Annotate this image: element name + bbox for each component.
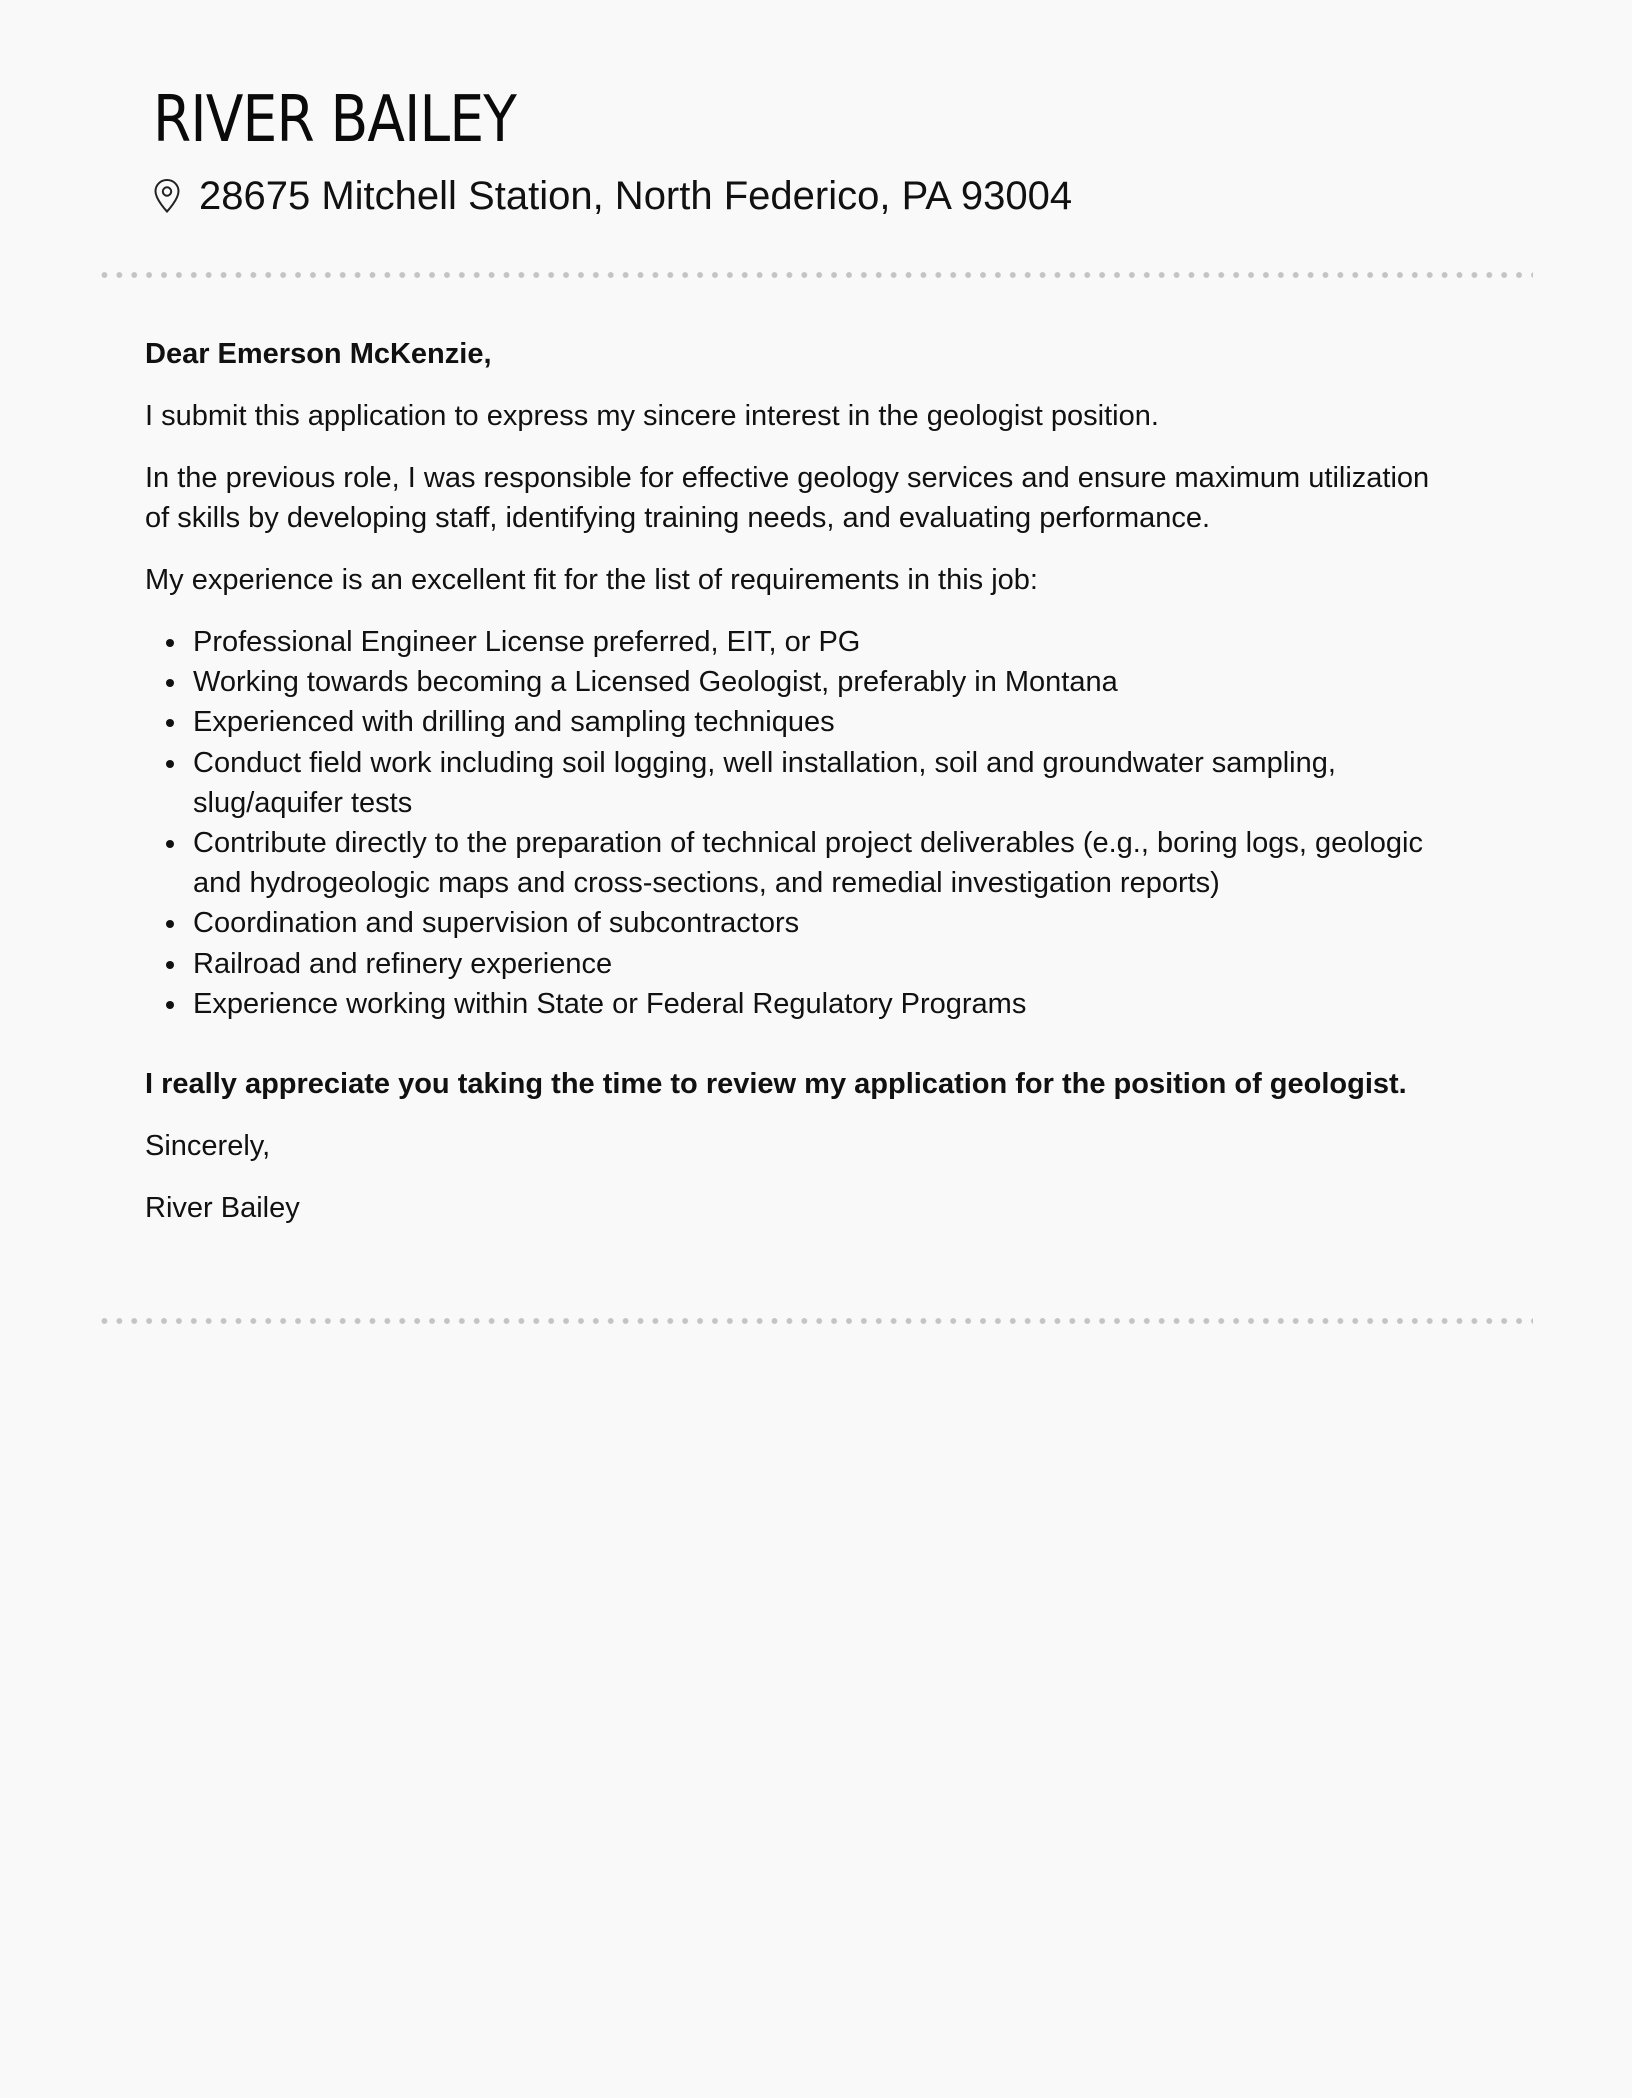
- list-item: Working towards becoming a Licensed Geologist, preferably in Montana: [193, 662, 1445, 702]
- list-item: Experience working within State or Federal Regulatory Programs: [193, 984, 1445, 1024]
- list-item: Contribute directly to the preparation of technical project deliverables (e.g., boring logs, geologic and hydrogeologic maps and cross-sections, and remedial investigation reports): [193, 823, 1445, 903]
- signature-name: River Bailey: [145, 1192, 300, 1225]
- letter-body: [145, 334, 1445, 1250]
- applicant-address: 28675 Mitchell Station, North Federico, PA 93004: [199, 174, 1073, 218]
- bottom-divider: [97, 1318, 1533, 1324]
- closing-paragraph: I really appreciate you taking the time to review my application for the position of geologist.: [145, 1068, 1407, 1101]
- map-pin-icon: [153, 178, 181, 214]
- signoff: Sincerely,: [145, 1130, 271, 1163]
- list-item: Experienced with drilling and sampling techniques: [193, 702, 1445, 742]
- applicant-name: RIVER BAILEY: [153, 83, 517, 157]
- requirements-list: [145, 622, 1445, 1024]
- list-item: Coordination and supervision of subcontractors: [193, 903, 1445, 943]
- letter-header: [153, 80, 1533, 228]
- requirements-intro: My experience is an excellent fit for the list of requirements in this job:: [145, 564, 1038, 596]
- address-row: [153, 164, 1533, 228]
- list-item: Railroad and refinery experience: [193, 944, 1445, 984]
- list-item: Conduct field work including soil logging, well installation, soil and groundwater sampling, slug/aquifer tests: [193, 743, 1445, 823]
- top-divider: [97, 272, 1533, 278]
- salutation: Dear Emerson McKenzie,: [145, 338, 492, 370]
- intro-paragraph: I submit this application to express my sincere interest in the geologist position.: [145, 400, 1159, 432]
- list-item: Professional Engineer License preferred, EIT, or PG: [193, 622, 1445, 662]
- experience-paragraph: In the previous role, I was responsible for effective geology services and ensure maximum utilization of skills by developing staff, identifying training needs, and evaluating performance.: [145, 462, 1430, 534]
